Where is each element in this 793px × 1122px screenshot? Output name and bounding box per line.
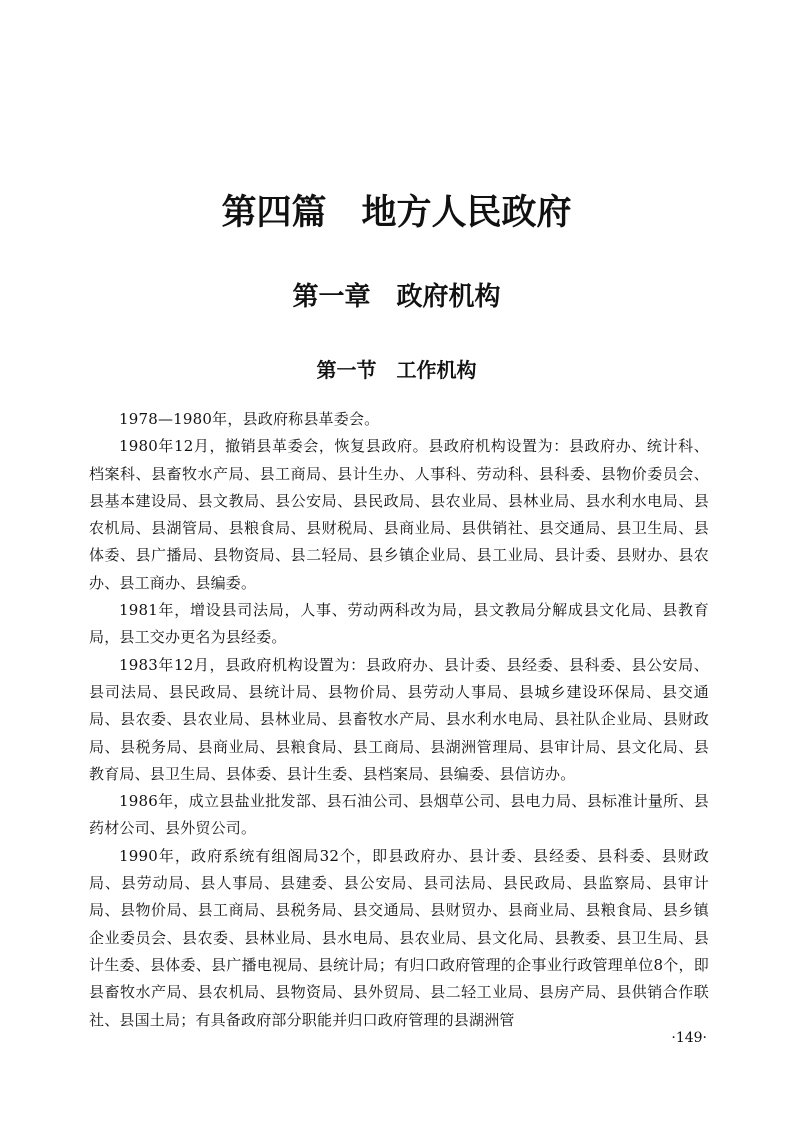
part-title: 第四篇 地方人民政府	[221, 193, 572, 233]
paragraph: 1978—1980年，县政府称县革委会。	[119, 410, 380, 428]
chapter-title: 第一章 政府机构	[292, 282, 501, 312]
paragraph: 1983年12月，县政府机构设置为：县政府办、县计委、县经委、县科委、县公安局、县司法局、县民政局、县统计局、县物价局、县劳动人事局、县城乡建设环保局、县交通局、县农委、县农业局、县林业局、县畜牧水产局、县水利水电局、县社队企业局、县财政局、县税务局、县商业局、县粮食局、县工商局、县湖洲管理局、县审计局、县文化局、县教育局、县卫生局、县体委、县计生委、县档案局、县编委、县信访办。	[89, 655, 709, 783]
paragraph: 1981年，增设县司法局，人事、劳动两科改为局，县文教局分解成县文化局、县教育局，县工交办更名为县经委。	[89, 601, 709, 647]
paragraph: 1990年，政府系统有组阁局32个，即县政府办、县计委、县经委、县科委、县财政局、县劳动局、县人事局、县建委、县公安局、县司法局、县民政局、县监察局、县审计局、县物价局、县工商局、县税务局、县交通局、县财贸办、县商业局、县粮食局、县乡镇企业委员会、县农委、县林业局、县水电局、县农业局、县文化局、县教委、县卫生局、县计生委、县体委、县广播电视局、县统计局；有归口政府管理的企事业行政管理单位8个，即县畜牧水产局、县农机局、县物资局、县外贸局、县二轻工业局、县房产局、县供销合作联社、县国土局；有具备政府部分职能并归口政府管理的县湖洲管	[89, 846, 709, 1029]
page-number: ·149·	[671, 1030, 707, 1046]
paragraph: 1980年12月，撤销县革委会，恢复县政府。县政府机构设置为：县政府办、统计科、档案科、县畜牧水产局、县工商局、县计生办、人事科、劳动科、县科委、县物价委员会、县基本建设局、县文教局、县公安局、县民政局、县农业局、县林业局、县水利水电局、县农机局、县湖管局、县粮食局、县财税局、县商业局、县供销社、县交通局、县卫生局、县体委、县广播局、县物资局、县二轻局、县乡镇企业局、县工业局、县计委、县财办、县农办、县工商办、县编委。	[89, 437, 709, 592]
paragraph: 1986年，成立县盐业批发部、县石油公司、县烟草公司、县电力局、县标准计量所、县药材公司、县外贸公司。	[89, 792, 709, 838]
section-title: 第一节 工作机构	[316, 358, 477, 382]
body-text	[89, 406, 709, 1034]
